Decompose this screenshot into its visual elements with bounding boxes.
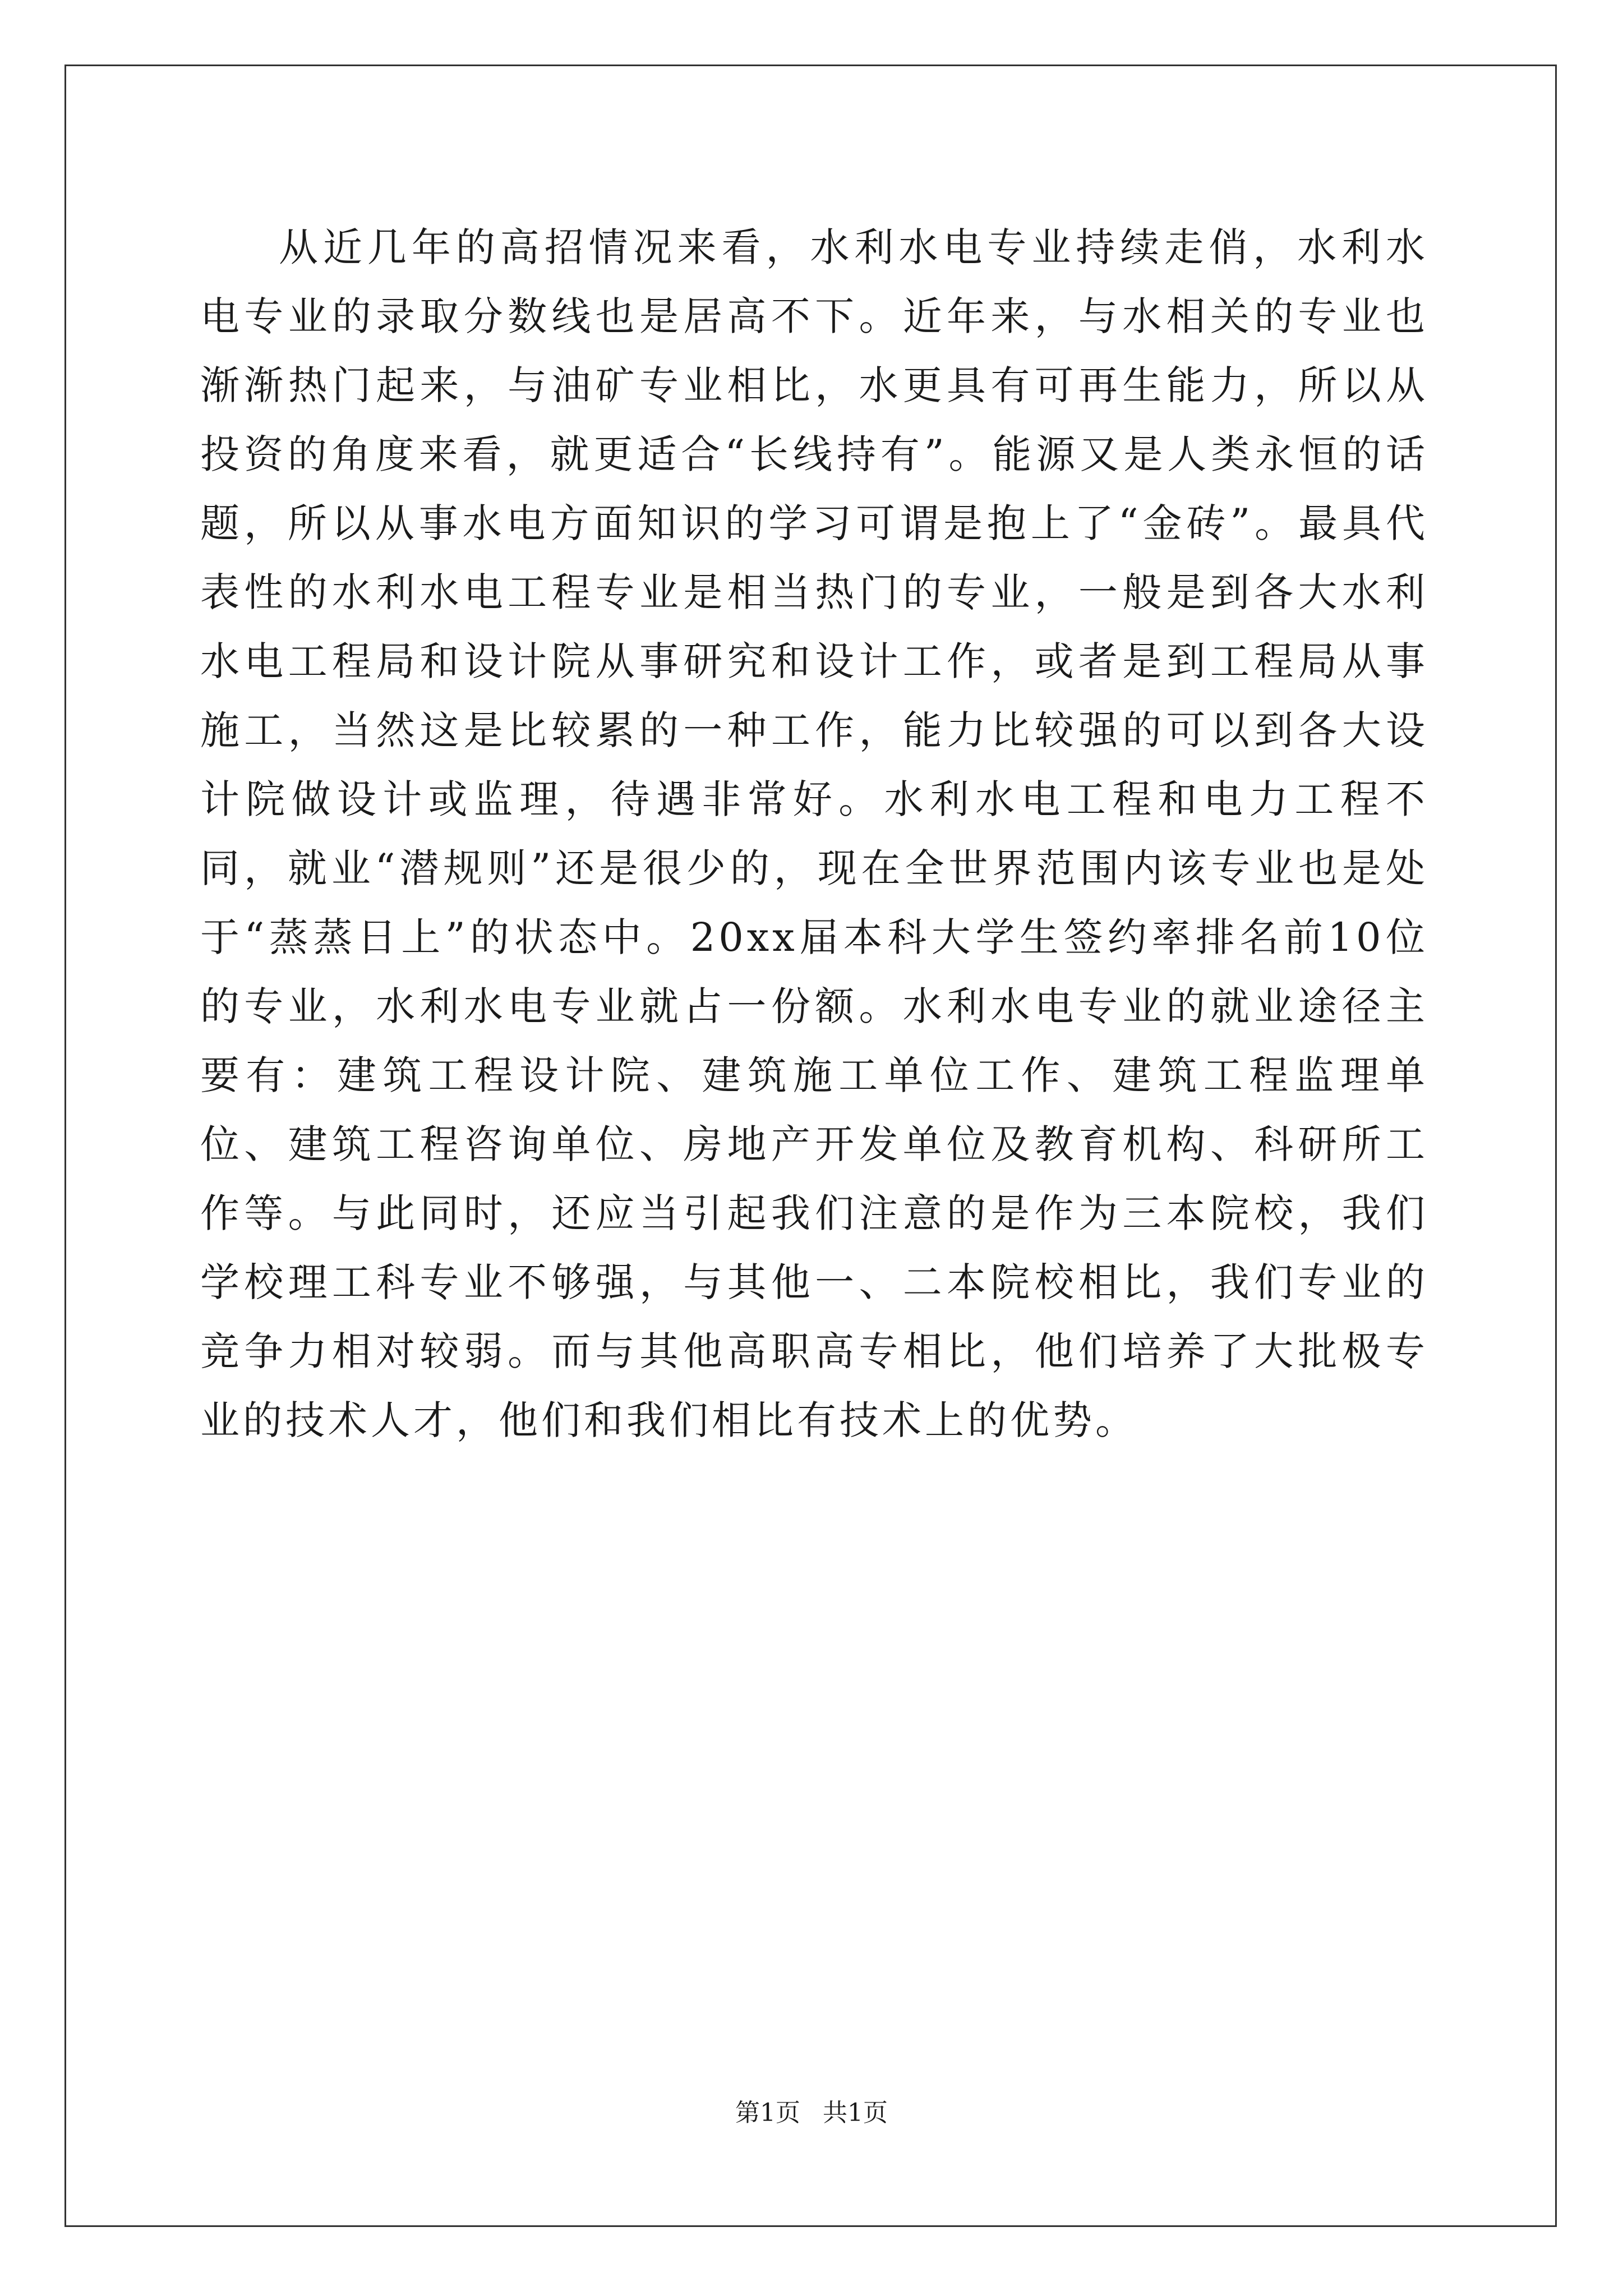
body-paragraph: 从近几年的高招情况来看，水利水电专业持续走俏，水利水电专业的录取分数线也是居高不下。近年来，与水相关的专业也渐渐热门起来，与油矿专业相比，水更具有可再生能力，所以从投资的角度来看，就更适合“长线持有”。能源又是人类永恒的话题，所以从事水电方面知识的学习可谓是抱上了“金砖”。最具代表性的水利水电工程专业是相当热门的专业，一般是到各大水利水电工程局和设计院从事研究和设计工作，或者是到工程局从事施工，当然这是比较累的一种工作，能力比较强的可以到各大设计院做设计或监理，待遇非常好。水利水电工程和电力工程不同，就业“潜规则”还是很少的，现在全世界范围内该专业也是处于“蒸蒸日上”的状态中。20xx届本科大学生签约率排名前10位的专业，水利水电专业就占一份额。水利水电专业的就业途径主要有：建筑工程设计院、建筑施工单位工作、建筑工程监理单位、建筑工程咨询单位、房地产开发单位及教育机构、科研所工作等。与此同时，还应当引起我们注意的是作为三本院校，我们学校理工科专业不够强，与其他一、二本院校相比，我们专业的竞争力相对较弱。而与其他高职高专相比，他们培养了大批极专业的技术人才，他们和我们相比有技术上的优势。 bbox=[200, 224, 1428, 1443]
page-total: 共1页 bbox=[823, 2099, 888, 2127]
page-footer bbox=[0, 2092, 1623, 2128]
page-number: 第1页 bbox=[735, 2099, 800, 2127]
